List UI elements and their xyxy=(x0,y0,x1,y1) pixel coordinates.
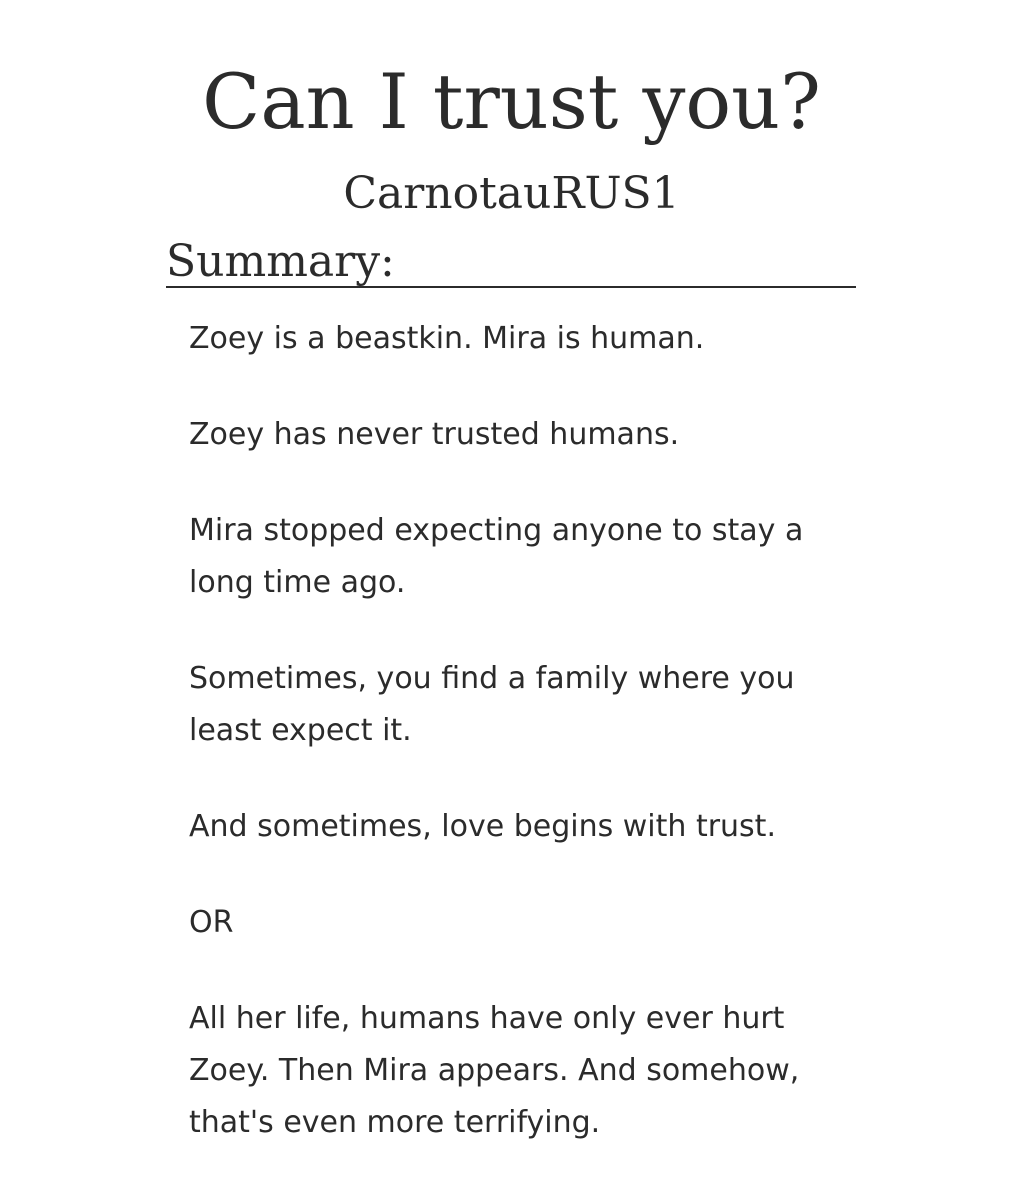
summary-paragraph: OR xyxy=(189,905,234,940)
summary-heading: Summary: xyxy=(166,234,856,288)
summary-paragraph: And sometimes, love begins with trust. xyxy=(189,809,776,844)
summary-paragraph: Sometimes, you find a family where you least expect it. xyxy=(189,661,795,748)
summary-paragraph: Mira stopped expecting anyone to stay a long time ago. xyxy=(189,513,804,600)
summary-paragraph: All her life, humans have only ever hurt Zoey. Then Mira appears. And somehow, that's even more terrifying. xyxy=(189,1001,800,1140)
summary-body xyxy=(189,313,839,1193)
summary-paragraph: Zoey has never trusted humans. xyxy=(189,417,680,452)
story-title: Can I trust you? xyxy=(202,57,821,146)
summary-paragraph: Zoey is a beastkin. Mira is human. xyxy=(189,321,705,356)
author-name: CarnotauRUS1 xyxy=(343,168,680,219)
